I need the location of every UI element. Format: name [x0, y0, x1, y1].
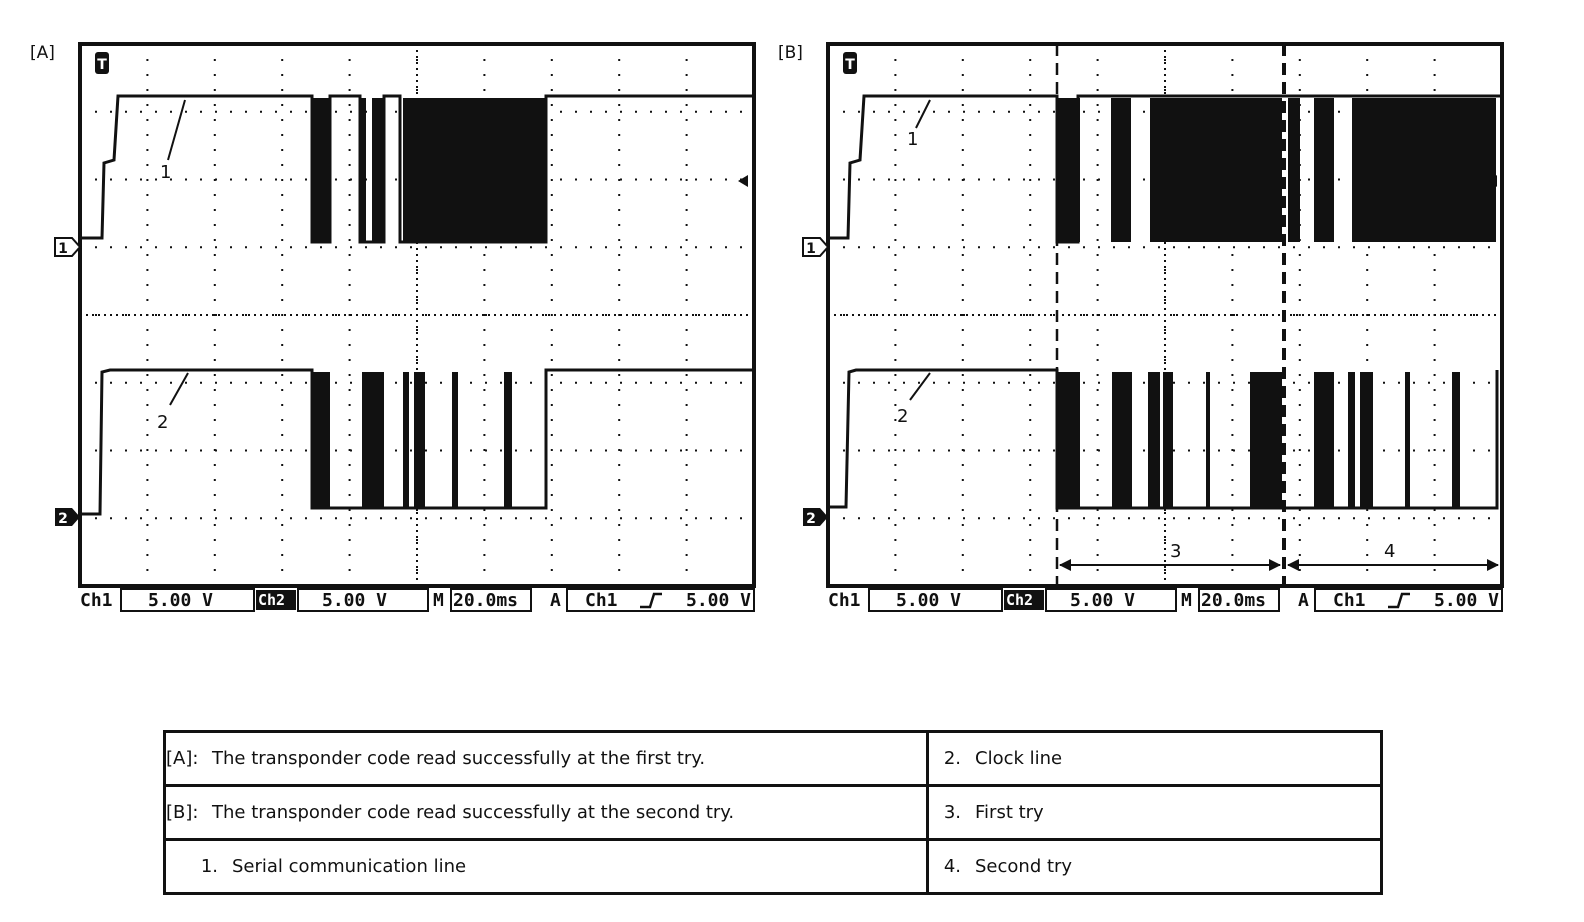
ch2-burst-b [1348, 372, 1355, 508]
ch2-burst-b [1206, 372, 1210, 508]
legend-cell [928, 840, 1382, 894]
ch1-burst-b [1058, 98, 1080, 242]
legend-text: Clock line [975, 748, 1063, 769]
a-label-b: A [1298, 590, 1309, 611]
legend-key: [B]: [166, 802, 199, 823]
ch2-burst-a [504, 372, 512, 508]
ch2-burst-b [1112, 372, 1132, 508]
legend-table [163, 730, 1383, 895]
legend-cell [165, 732, 928, 786]
panel-a-label: [A] [30, 43, 55, 63]
ch2-burst-b [1405, 372, 1410, 508]
ch2-ground-marker-b [803, 508, 828, 527]
ch2-burst-a [403, 372, 409, 508]
ch1-burst-b [1111, 98, 1131, 242]
legend-key: 4. [943, 856, 961, 877]
trigger-position-icon [843, 52, 857, 74]
svg-text:1: 1 [806, 241, 816, 257]
ch2-ground-marker-a [55, 508, 80, 527]
ch1-burst-a [361, 98, 366, 242]
ch2-label-b: Ch2 [1006, 591, 1034, 609]
panel-b-label: [B] [778, 43, 803, 63]
legend-row [165, 786, 1382, 840]
legend-key: 3. [943, 802, 961, 823]
svg-text:2: 2 [58, 511, 68, 527]
ch2-burst-a [414, 372, 425, 508]
ch2-volts-b: 5.00 V [1070, 590, 1136, 611]
callout-2-a: 2 [157, 412, 169, 433]
m-label-b: M [1181, 590, 1192, 611]
timebase-a: 20.0ms [453, 590, 519, 611]
legend-row [165, 732, 1382, 786]
status-bar-a [80, 589, 754, 611]
trigger-position-icon [95, 52, 109, 74]
ch1-burst-a [313, 98, 329, 242]
ch1-volts-b: 5.00 V [896, 590, 962, 611]
ch1-burst-b [1288, 98, 1300, 242]
svg-text:1: 1 [58, 241, 68, 257]
svg-text:T: T [97, 57, 107, 73]
legend-key: 2. [943, 748, 961, 769]
ch2-burst-b [1314, 372, 1334, 508]
svg-text:2: 2 [806, 511, 816, 527]
ch2-burst-b [1163, 372, 1173, 508]
legend-text: The transponder code read successfully at the first try. [212, 748, 706, 769]
ch1-burst-a [403, 98, 546, 242]
ch1-ground-marker-a [55, 238, 80, 257]
ch2-volts-a: 5.00 V [322, 590, 388, 611]
timebase-b: 20.0ms [1201, 590, 1267, 611]
callout-1-b: 1 [907, 129, 919, 150]
legend-cell [928, 732, 1382, 786]
trig-level-b: 5.00 V [1434, 590, 1500, 611]
legend-key: [A]: [166, 748, 199, 769]
legend-key: 1. [200, 856, 218, 877]
svg-text:T: T [845, 57, 855, 73]
ch1-burst-a [372, 98, 383, 242]
ch1-ground-marker-b [803, 238, 828, 257]
ch1-label-b: Ch1 [828, 590, 861, 611]
ch1-volts-a: 5.00 V [148, 590, 214, 611]
legend-cell [928, 786, 1382, 840]
legend-cell [165, 786, 928, 840]
ch2-burst-a [452, 372, 458, 508]
legend-row [165, 840, 1382, 894]
ch2-burst-a [313, 372, 330, 508]
ch1-burst-b [1352, 98, 1496, 242]
ch1-label-a: Ch1 [80, 590, 113, 611]
ch2-burst-b [1452, 372, 1460, 508]
trig-level-a: 5.00 V [686, 590, 752, 611]
m-label-a: M [433, 590, 444, 611]
status-bar-b [828, 589, 1502, 611]
scope-panel-b [778, 43, 1502, 611]
legend-text: Serial communication line [232, 856, 467, 877]
ch2-label-a: Ch2 [258, 591, 286, 609]
span-label-4: 4 [1384, 541, 1396, 562]
ch1-burst-b [1150, 98, 1282, 242]
ch2-burst-b [1058, 372, 1080, 508]
ch2-burst-b [1148, 372, 1160, 508]
callout-1-a: 1 [160, 162, 172, 183]
rising-edge-icon [640, 594, 662, 607]
trig-source-a: Ch1 [585, 590, 618, 611]
callout-2-b: 2 [897, 406, 909, 427]
span-label-3: 3 [1170, 541, 1182, 562]
a-label-a: A [550, 590, 561, 611]
ch2-burst-b [1360, 372, 1373, 508]
legend-text: The transponder code read successfully at the second try. [212, 802, 735, 823]
legend-text: Second try [975, 856, 1073, 877]
ch2-burst-b [1250, 372, 1282, 508]
legend-cell [165, 840, 928, 894]
ch2-burst-a [362, 372, 384, 508]
rising-edge-icon [1388, 594, 1410, 607]
ch1-burst-b [1314, 98, 1334, 242]
trig-source-b: Ch1 [1333, 590, 1366, 611]
legend-text: First try [975, 802, 1044, 823]
scope-panel-a [30, 43, 754, 611]
